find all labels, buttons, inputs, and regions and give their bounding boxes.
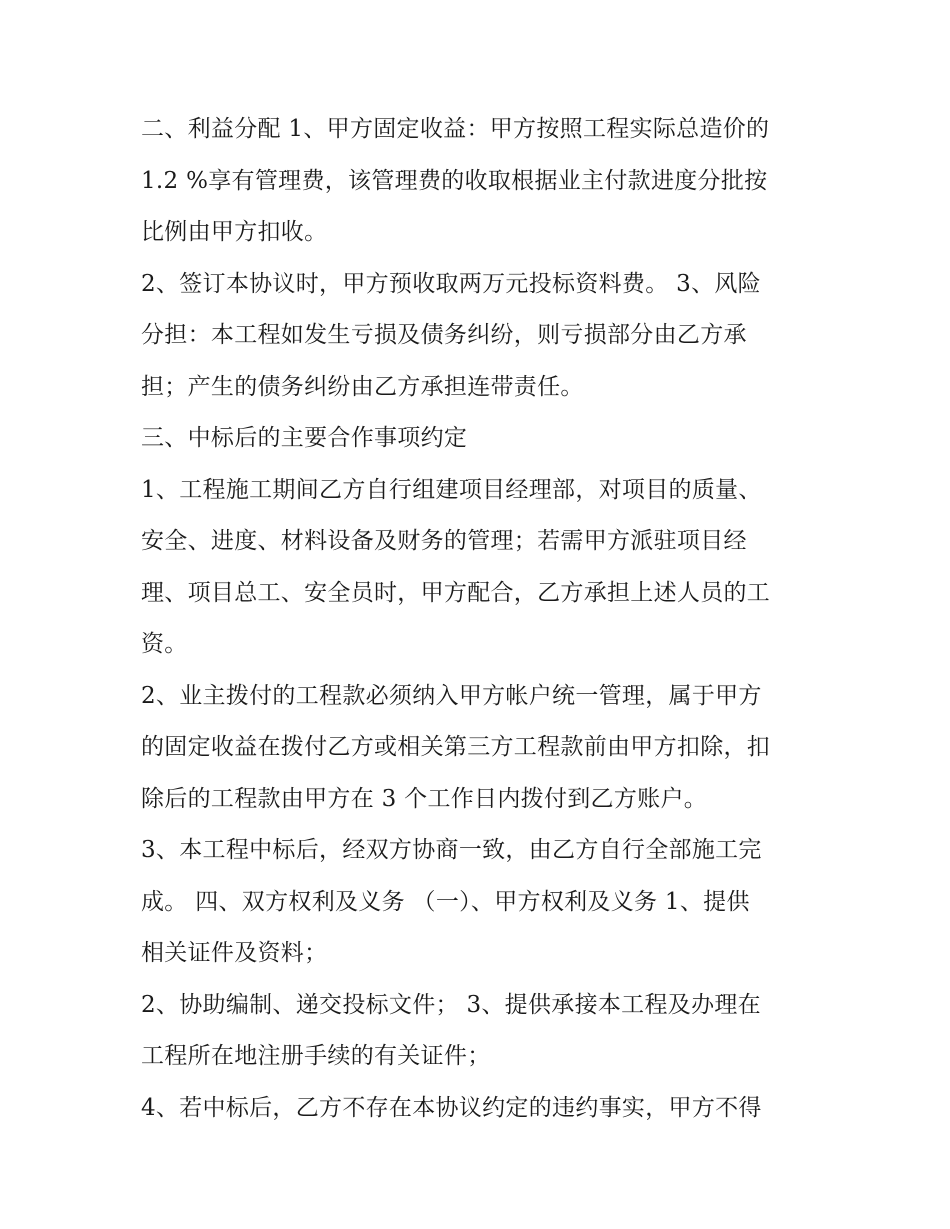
text-line: 2、签订本协议时，甲方预收取两万元投标资料费。 3、风险 bbox=[141, 270, 761, 297]
text-line: 1.2 %享有管理费，该管理费的收取根据业主付款进度分批按 bbox=[141, 167, 768, 194]
text-line: 4、若中标后，乙方不存在本协议约定的违约事实，甲方不得 bbox=[141, 1094, 762, 1121]
text-line: 比例由甲方扣收。 bbox=[141, 219, 328, 245]
text-line: 相关证件及资料； bbox=[141, 940, 328, 966]
text-line: 工程所在地注册手续的有关证件； bbox=[141, 1043, 491, 1069]
text-line: 2、业主拨付的工程款必须纳入甲方帐户统一管理，属于甲方 bbox=[141, 682, 762, 709]
text-line: 成。 四、双方权利及义务 （一）、甲方权利及义务 1、提供 bbox=[141, 888, 750, 915]
text-line: 2、协助编制、递交投标文件； 3、提供承接本工程及办理在 bbox=[141, 991, 761, 1018]
text-line: 分担：本工程如发生亏损及债务纠纷，则亏损部分由乙方承 bbox=[141, 322, 747, 348]
text-line: 除后的工程款由甲方在 3 个工作日内拨付到乙方账户。 bbox=[141, 785, 708, 812]
text-line: 理、项目总工、安全员时，甲方配合，乙方承担上述人员的工 bbox=[141, 579, 771, 606]
text-line: 二、利益分配 1、甲方固定收益：甲方按照工程实际总造价的 bbox=[141, 116, 770, 142]
text-line: 1、工程施工期间乙方自行组建项目经理部，对项目的质量、 bbox=[141, 476, 762, 503]
document-body bbox=[141, 104, 821, 1134]
text-line: 担；产生的债务纠纷由乙方承担连带责任。 bbox=[141, 373, 584, 400]
text-line: 资。 bbox=[141, 631, 188, 657]
text-line: 的固定收益在拨付乙方或相关第三方工程款前由甲方扣除，扣 bbox=[141, 734, 771, 760]
section-heading: 三、中标后的主要合作事项约定 bbox=[141, 425, 468, 451]
text-line: 3、本工程中标后，经双方协商一致，由乙方自行全部施工完 bbox=[141, 837, 762, 863]
text-line: 安全、进度、材料设备及财务的管理；若需甲方派驻项目经 bbox=[141, 528, 747, 554]
